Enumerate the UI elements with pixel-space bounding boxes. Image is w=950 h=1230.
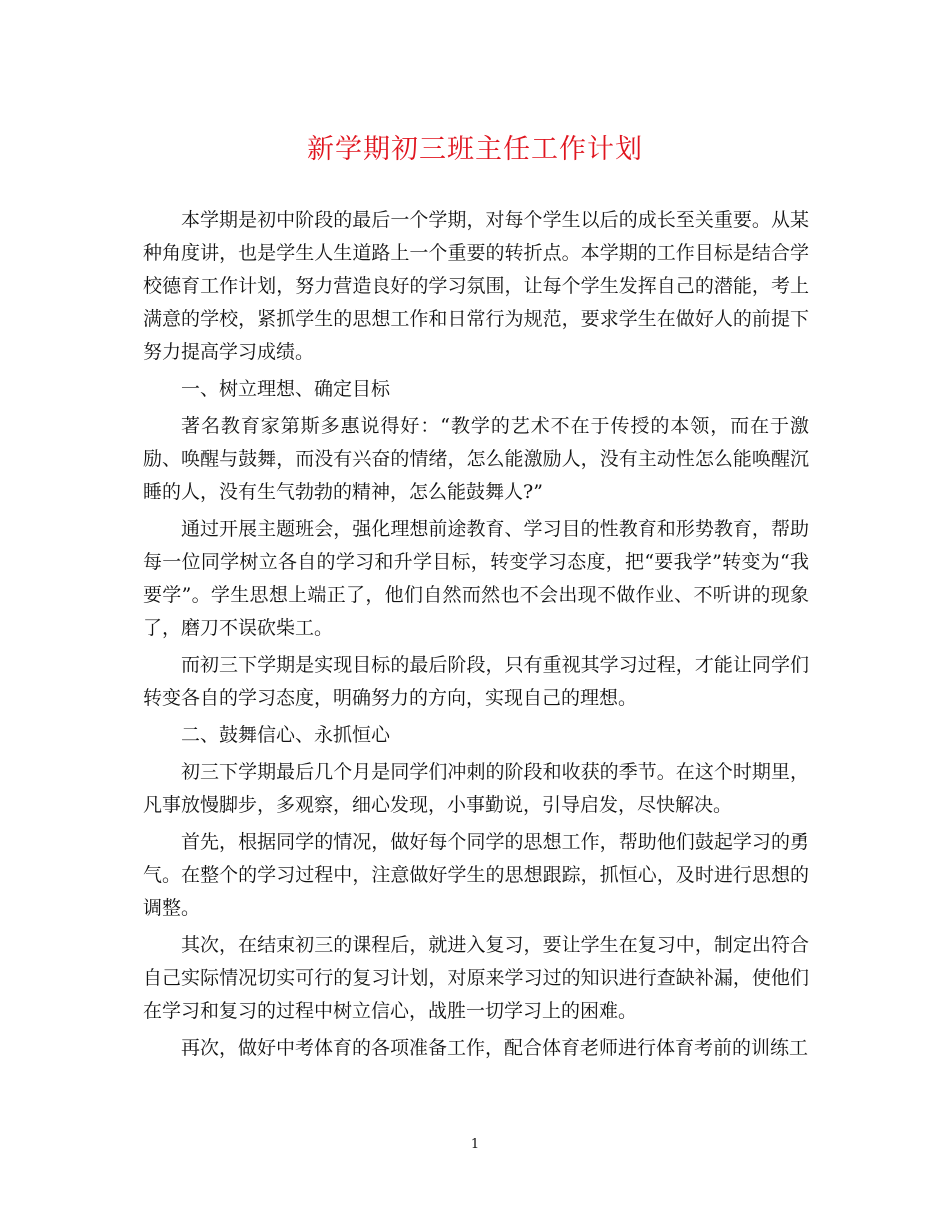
document-title: 新学期初三班主任工作计划	[307, 134, 643, 165]
paragraph: 其次，在结束初三的课程后，就进入复习，要让学生在复习中，制定出符合自己实际情况切实可行的复习计划，对原来学习过的知识进行查缺补漏，使他们在学习和复习的过程中树立信心，战胜一切学习上的困难。	[143, 934, 809, 1022]
section-heading-1: 一、树立理想、确定目标	[181, 378, 391, 400]
paragraph: 初三下学期最后几个月是同学们冲刺的阶段和收获的季节。在这个时期里，凡事放慢脚步，多观察，细心发现，小事勤说，引导启发，尽快解决。	[143, 761, 809, 816]
paragraph: 首先，根据同学的情况，做好每个同学的思想工作，帮助他们鼓起学习的勇气。在整个的学习过程中，注意做好学生的思想跟踪，抓恒心，及时进行思想的调整。	[143, 831, 809, 919]
section-heading-2: 二、鼓舞信心、永抓恒心	[181, 724, 391, 746]
page-number: 1	[470, 1137, 480, 1152]
paragraph: 再次，做好中考体育的各项准备工作，配合体育老师进行体育考前的训练工	[181, 1037, 809, 1059]
paragraph-intro: 本学期是初中阶段的最后一个学期，对每个学生以后的成长至关重要。从某种角度讲，也是学生人生道路上一个重要的转折点。本学期的工作目标是结合学校德育工作计划，努力营造良好的学习氛围，让每个学生发挥自己的潜能，考上满意的学校，紧抓学生的思想工作和日常行为规范，要求学生在做好人的前提下努力提高学习成绩。	[143, 209, 809, 363]
paragraph: 通过开展主题班会，强化理想前途教育、学习目的性教育和形势教育，帮助每一位同学树立各自的学习和升学目标，转变学习态度，把“要我学”转变为“我要学”。学生思想上端正了，他们自然而然也不会出现不做作业、不听讲的现象了，磨刀不误砍柴工。	[143, 518, 809, 639]
paragraph-quote: 著名教育家第斯多惠说得好：“教学的艺术不在于传授的本领，而在于激励、唤醒与鼓舞，而没有兴奋的情绪，怎么能激励人，没有主动性怎么能唤醒沉睡的人，没有生气勃勃的精神，怎么能鼓舞人?”	[143, 415, 809, 503]
paragraph: 而初三下学期是实现目标的最后阶段，只有重视其学习过程，才能让同学们转变各自的学习态度，明确努力的方向，实现自己的理想。	[143, 654, 809, 709]
document-body	[143, 204, 809, 1069]
